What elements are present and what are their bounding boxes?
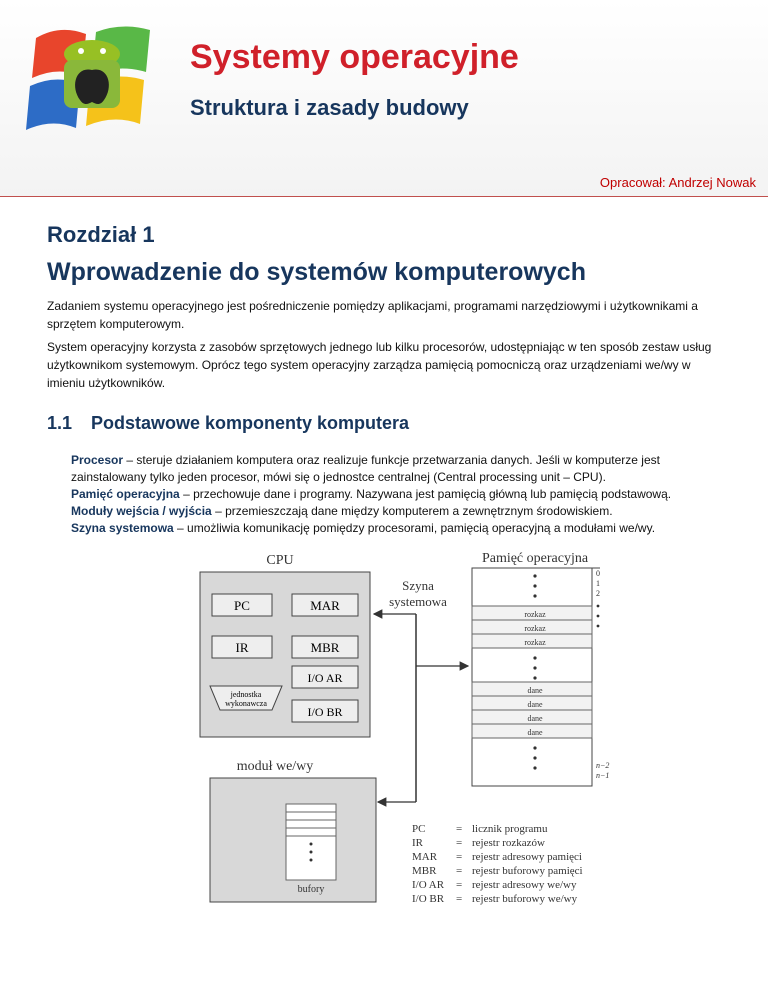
legend-eq: = [456,865,463,877]
legend-desc: rejestr buforowy pamięci [472,865,583,877]
memory-index-2: 2 [596,589,600,598]
register-mbr-label: MBR [310,640,340,655]
legend-desc: rejestr buforowy we/wy [472,893,578,905]
definition-text: – steruje działaniem komputera oraz realizuje funkcje przetwarzania danych. Jeśli w komputerze jest zainstalowany tylko jeden procesor, mówi się o jednostce centralnej (Central processing unit – CPU). [71,453,660,484]
buffers-label: bufory [297,884,325,895]
legend-eq: = [456,823,463,835]
legend-abbr: I/O BR [412,893,445,905]
section-title: Podstawowe komponenty komputera [91,413,410,433]
memory-cell-label: dane [527,700,543,709]
definition-item [71,503,731,520]
chapter-title: Wprowadzenie do systemów komputerowych [47,258,586,286]
intro-paragraph-2: System operacyjny korzysta z zasobów sprzętowych jednego lub kilku procesorów, udostępniając w ten sposób zestaw usług użytkownikom systemowym. Oprócz tego system operacyjny zarządza pamięcią pomocniczą oraz urządzeniami we/wy w imieniu użytkowników. [47,340,712,390]
register-io-ar-label: I/O AR [307,671,343,685]
logo-apple-icon [75,69,109,104]
legend-abbr: IR [412,837,423,849]
memory-cell-label: rozkaz [524,610,546,619]
register-pc-label: PC [234,598,250,613]
author-credit: Opracował: Andrzej Nowak [599,175,756,190]
computer-components-diagram [180,548,620,918]
register-io-br-label: I/O BR [307,705,343,719]
memory-box [472,568,592,786]
memory-label: Pamięć operacyjna [481,551,589,566]
legend-eq: = [456,837,463,849]
memory-index-n-2: n−2 [596,761,610,770]
definition-item [71,452,731,486]
os-logo [18,10,168,150]
definition-text: – umożliwia komunikację pomiędzy procesorami, pamięcią operacyjną a modułami we/wy. [173,521,656,535]
legend-abbr: MAR [412,851,438,863]
legend-eq: = [456,893,463,905]
legend-abbr: I/O AR [412,879,445,891]
legend-desc: rejestr rozkazów [472,837,545,849]
register-legend [412,823,583,905]
header-divider [0,196,768,197]
definition-text: – przechowuje dane i programy. Nazywana jest pamięcią główną lub pamięcią podstawową. [179,487,672,501]
legend-eq: = [456,879,463,891]
section-number: 1.1 [47,413,73,433]
definition-term: Szyna systemowa [71,521,174,535]
legend-eq: = [456,851,463,863]
memory-cell-label: dane [527,714,543,723]
execution-unit-label-2: wykonawcza [225,699,267,708]
memory-cell-label: rozkaz [524,624,546,633]
io-buffers [286,804,336,880]
legend-desc: rejestr adresowy pamięci [472,851,582,863]
page-header [0,0,768,196]
register-ir-label: IR [235,640,249,655]
memory-index-1: 1 [596,579,600,588]
definition-item [71,520,731,537]
register-mar-label: MAR [310,598,340,613]
cpu-label: CPU [266,553,294,568]
definition-item [71,486,731,503]
definition-term: Moduły wejścia / wyjścia [71,504,212,518]
page-title: Systemy operacyjne [190,38,519,76]
bus-label-1: Szyna [402,578,434,593]
memory-index-n-1: n−1 [596,771,610,780]
memory-cell-label: dane [527,686,543,695]
memory-cell-label: rozkaz [524,638,546,647]
legend-abbr: MBR [412,865,437,877]
intro-paragraph-1: Zadaniem systemu operacyjnego jest pośredniczenie pomiędzy aplikacjami, programami narzędziowymi i użytkownikami a sprzętem komputerowym. [47,299,698,331]
legend-abbr: PC [412,823,426,835]
memory-cell-label: dane [527,728,543,737]
memory-index-0: 0 [596,569,600,578]
definitions-list [71,452,731,537]
chapter-label: Rozdział 1 [47,222,155,247]
page-subtitle: Struktura i zasady budowy [190,95,469,120]
definition-text: – przemieszczają dane między komputerem a zewnętrznym środowiskiem. [211,504,613,518]
definition-term: Procesor [71,453,124,467]
io-module-label: moduł we/wy [236,759,314,774]
execution-unit-label-1: jednostka [230,690,262,699]
legend-desc: rejestr adresowy we/wy [472,879,577,891]
definition-term: Pamięć operacyjna [71,487,180,501]
bus-label-2: systemowa [389,594,447,609]
legend-desc: licznik programu [472,823,548,835]
